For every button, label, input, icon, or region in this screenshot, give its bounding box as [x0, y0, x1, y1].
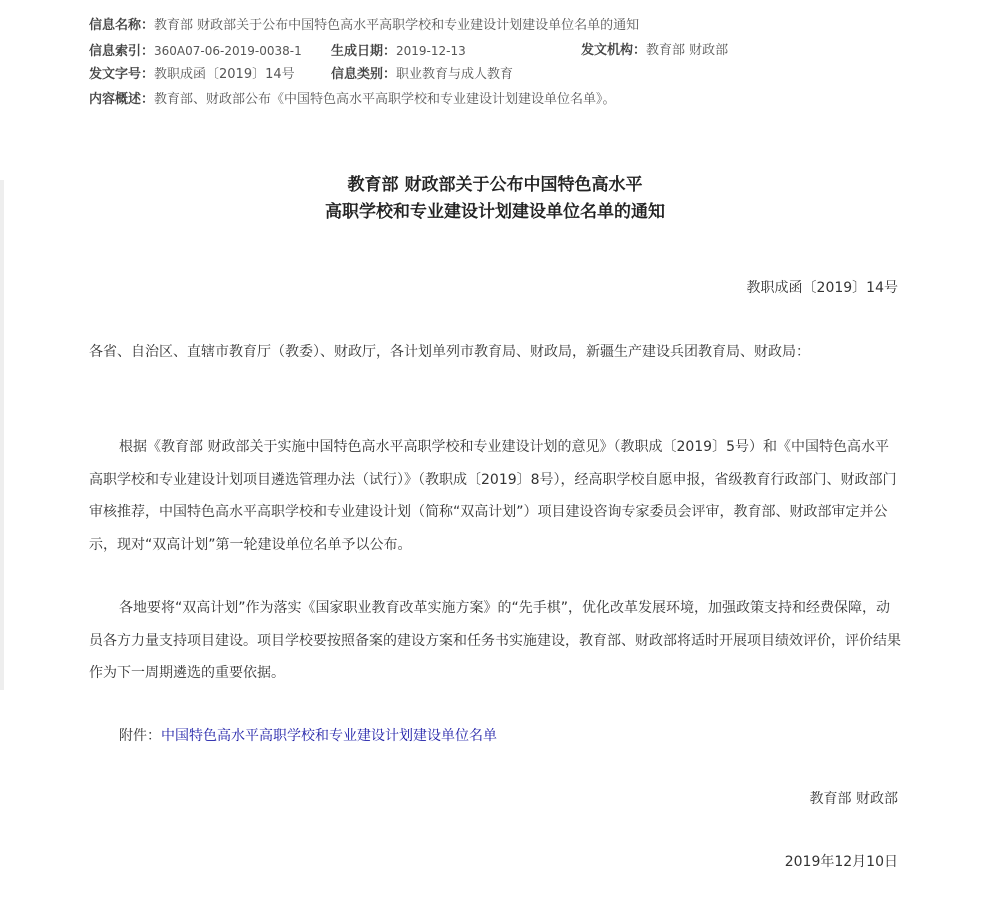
meta-row-docno: [89, 63, 919, 88]
meta-summary: [89, 88, 616, 113]
document-title-line2: 高职学校和专业建设计划建设单位名单的通知: [325, 202, 665, 222]
meta-issuer-label: 发文机构：: [581, 42, 647, 58]
meta-row-name: [89, 14, 919, 39]
meta-category-value: 职业教育与成人教育: [396, 67, 514, 82]
document-number: 教职成函〔2019〕14号: [746, 280, 898, 296]
meta-issuer: [581, 39, 728, 64]
left-edge-shade: [0, 180, 4, 690]
meta-summary-value: 教育部、财政部公布《中国特色高水平高职学校和专业建设计划建设单位名单》。: [154, 91, 616, 107]
sign-date: 2019年12月10日: [784, 854, 898, 870]
attachment-link[interactable]: 中国特色高水平高职学校和专业建设计划建设单位名单: [161, 728, 497, 744]
addressee: 各省、自治区、直辖市教育厅（教委）、财政厅，各计划单列市教育局、财政局，新疆生产建设兵团教育局、财政局：: [89, 344, 810, 360]
info-metadata: [89, 14, 919, 112]
meta-summary-label: 内容概述：: [89, 91, 155, 107]
meta-date-value: 2019-12-13: [396, 43, 466, 58]
meta-date-label: 生成日期：: [331, 43, 397, 59]
attachment-line: [119, 722, 497, 750]
meta-category-label: 信息类别：: [331, 67, 397, 82]
meta-row-summary: [89, 88, 919, 113]
meta-category: [331, 63, 513, 88]
meta-index-value: 360A07-06-2019-0038-1: [154, 43, 302, 58]
meta-index: [89, 39, 302, 65]
meta-name-value: 教育部 财政部关于公布中国特色高水平高职学校和专业建设计划建设单位名单的通知: [154, 18, 640, 33]
meta-name: [89, 14, 639, 39]
attachment-label: 附件：: [119, 728, 161, 744]
document-title-line1: 教育部 财政部关于公布中国特色高水平: [347, 175, 643, 195]
meta-docno: [89, 63, 295, 88]
meta-row-index: [89, 39, 919, 64]
meta-docno-value: 教职成函〔2019〕14号: [154, 67, 295, 82]
meta-docno-label: 发文字号：: [89, 67, 155, 82]
meta-index-label: 信息索引：: [89, 43, 155, 59]
signature: 教育部 财政部: [809, 791, 898, 807]
body-paragraph-2: 各地要将“双高计划”作为落实《国家职业教育改革实施方案》的“先手棋”，优化改革发展环境，加强政策支持和经费保障，动员各方力量支持项目建设。项目学校要按照备案的建设方案和任务书实施建设，教育部、财政部将适时开展项目绩效评价，评价结果作为下一周期遴选的重要依据。: [89, 600, 901, 682]
body-paragraph-1: 根据《教育部 财政部关于实施中国特色高水平高职学校和专业建设计划的意见》（教职成〔2019〕5号）和《中国特色高水平高职学校和专业建设计划项目遴选管理办法（试行）》（教职成〔2019〕8号），经高职学校自愿申报，省级教育行政部门、财政部门审核推荐，中国特色高水平高职学校和专业建设计划（简称“双高计划”）项目建设咨询专家委员会评审，教育部、财政部审定并公示，现对“双高计划”第一轮建设单位名单予以公布。: [89, 439, 897, 554]
meta-date: [331, 39, 466, 65]
meta-name-label: 信息名称：: [89, 18, 155, 33]
meta-issuer-value: 教育部 财政部: [646, 42, 729, 58]
